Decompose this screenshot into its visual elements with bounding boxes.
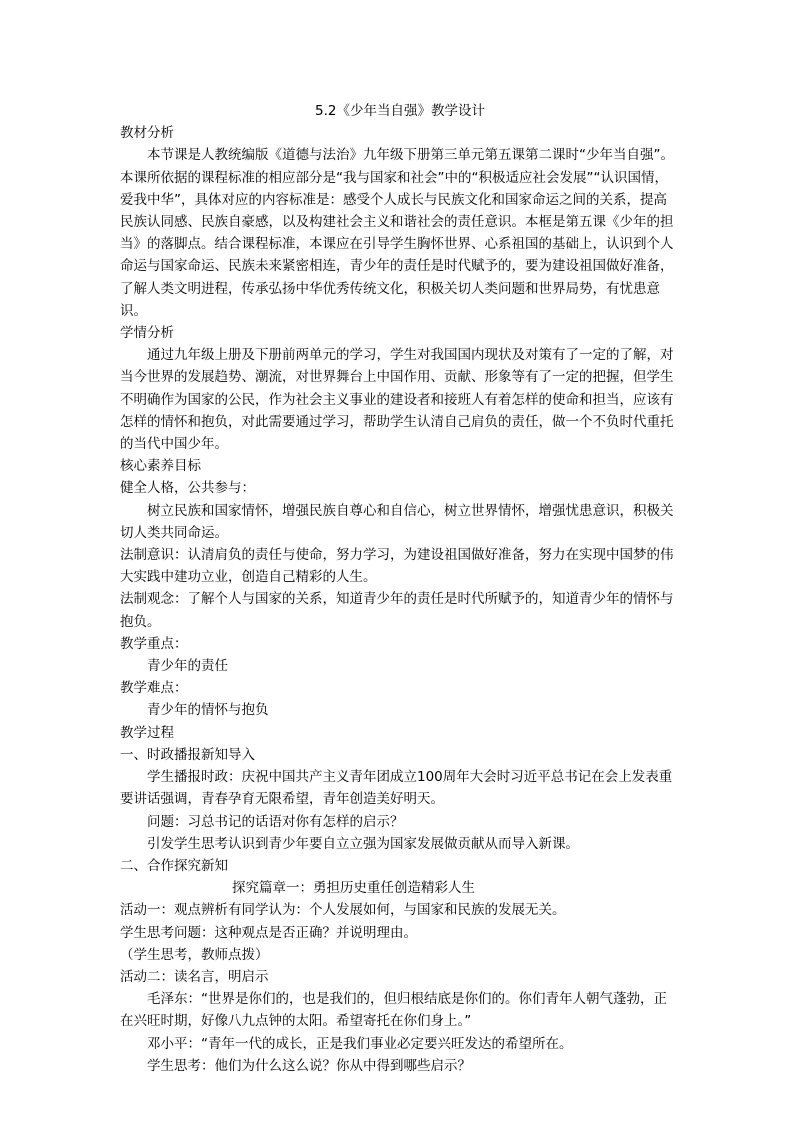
document-title: 5.2《少年当自强》教学设计 [315, 103, 485, 119]
section-subheading: 探究篇章一：勇担历史重任创造精彩人生 [232, 880, 475, 897]
paragraph: 通过九年级上册及下册前两单元的学习，学生对我国国内现状及对策有了一定的了解，对当今世界的发展趋势、潮流，对世界舞台上中国作用、贡献、形象等有了一定的把握，但学生不明确作为国家的公民，作为社会主义事业的建设者和接班人有着怎样的使命和担当，应该有怎样的情怀和抱负，对此需要通过学习，帮助学生认清自己肩负的责任，做一个不负时代重托的当代中国少年。 [120, 347, 674, 453]
paragraph: 毛泽东：“世界是你们的，也是我们的，但归根结底是你们的。你们青年人朝气蓬勃，正在兴旺时期，好像八九点钟的太阳。希望寄托在你们身上。” [120, 991, 667, 1030]
section-heading: 一、时政播报新知导入 [120, 746, 255, 763]
section-heading: 活动一：观点辨析有同学认为：个人发展如何，与国家和民族的发展无关。 [120, 902, 566, 919]
section-heading: 教学过程 [120, 724, 174, 741]
paragraph: 本节课是人教统编版《道德与法治》九年级下册第三单元第五课第二课时“少年当自强”。本课所依据的课程标准的相应部分是“我与国家和社会”中的“积极适应社会发展”“认识国情，爱我中华”，具体对应的内容标准是：感受个人成长与民族文化和国家命运之间的关系，提高民族认同感、民族自豪感，以及构建社会主义和谐社会的责任意识。本框是第五课《少年的担当》的落脚点。结合课程标准，本课应在引导学生胸怀世界、心系祖国的基础上，认识到个人命运与国家命运、民族未来紧密相连，青少年的责任是时代赋予的，要为建设祖国做好准备，了解人类文明进程，传承弘扬中华优秀传统文化，积极关切人类问题和世界局势，有忧患意识。 [120, 147, 674, 319]
paragraph: 学生思考：他们为什么这么说？你从中得到哪些启示？ [147, 1057, 471, 1074]
paragraph: 树立民族和国家情怀，增强民族自尊心和自信心，树立世界情怀，增强忧患意识，积极关切人类共同命运。 [120, 502, 674, 541]
section-heading: 教学难点： [120, 680, 188, 697]
section-heading: 教材分析 [120, 125, 174, 142]
section-heading: （学生思考，教师点拨） [120, 946, 269, 963]
section-heading: 教学重点： [120, 635, 188, 652]
section-heading: 核心素养目标 [120, 458, 201, 475]
section-heading: 健全人格，公共参与： [120, 480, 255, 497]
paragraph: 问题：习总书记的话语对你有怎样的启示？ [147, 813, 404, 830]
paragraph: 学生播报时政：庆祝中国共产主义青年团成立100周年大会时习近平总书记在会上发表重要讲话强调，青春孕育无限希望，青年创造美好明天。 [120, 769, 673, 808]
paragraph: 青少年的情怀与抱负 [147, 702, 269, 719]
document-page [120, 100, 680, 1077]
document-body [120, 122, 680, 1077]
section-heading: 法制观念：了解个人与国家的关系，知道青少年的责任是时代所赋予的，知道青少年的情怀与抱负。 [120, 591, 674, 630]
paragraph: 青少年的责任 [147, 658, 228, 675]
section-heading: 活动二：读名言，明启示 [120, 968, 269, 985]
section-heading: 学情分析 [120, 325, 174, 342]
section-heading: 学生思考问题：这种观点是否正确？并说明理由。 [120, 924, 417, 941]
section-heading: 二、合作探究新知 [120, 857, 228, 874]
paragraph: 引发学生思考认识到青少年要自立立强为国家发展做贡献从而导入新课。 [147, 835, 579, 852]
paragraph: 邓小平：“青年一代的成长，正是我们事业必定要兴旺发达的希望所在。 [147, 1035, 573, 1052]
section-heading: 法制意识：认清肩负的责任与使命，努力学习，为建设祖国做好准备，努力在实现中国梦的伟大实践中建功立业，创造自己精彩的人生。 [120, 547, 674, 586]
